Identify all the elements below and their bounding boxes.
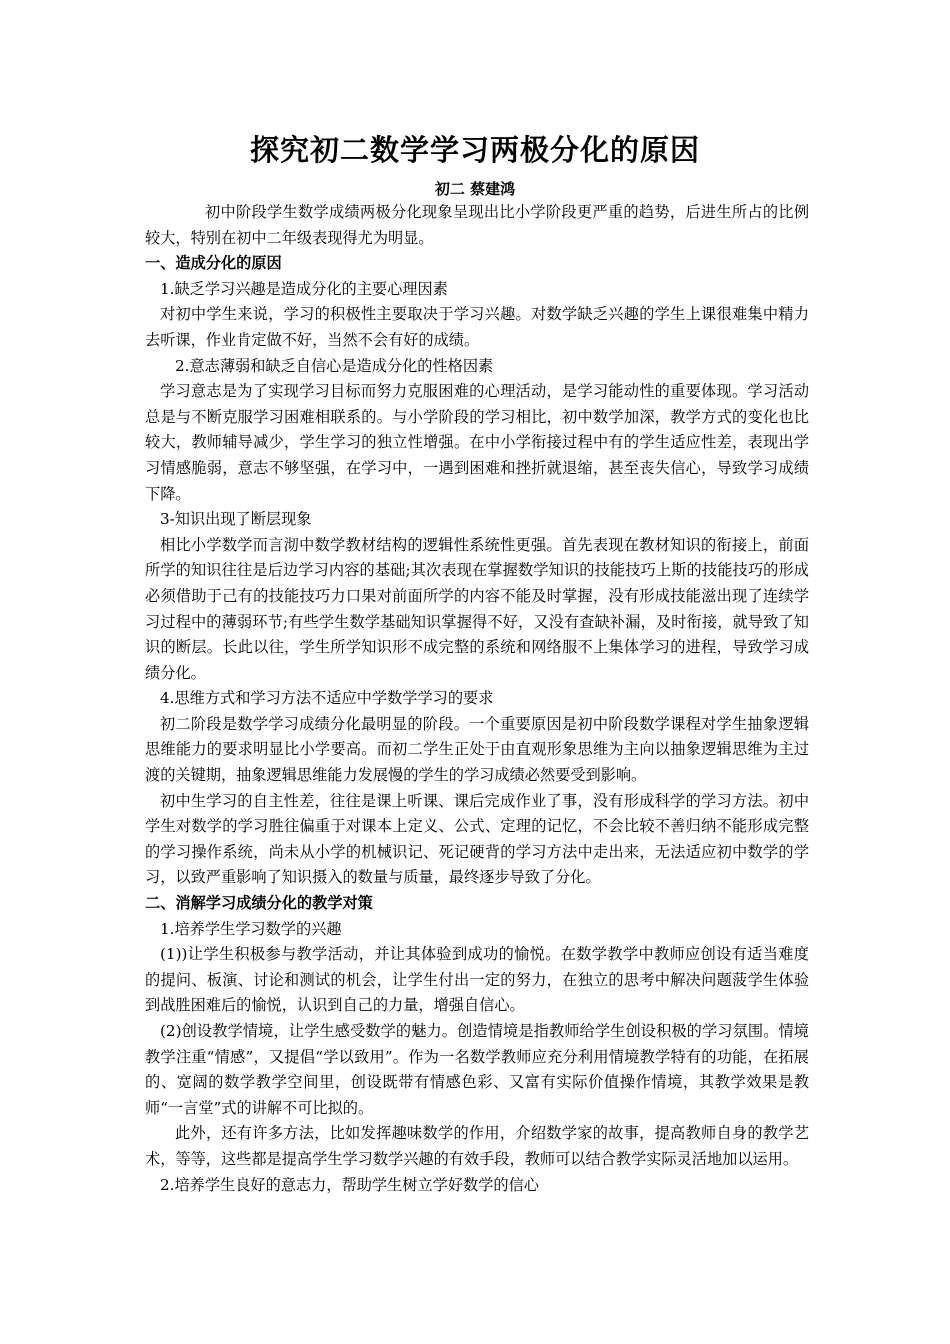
subsection-title: 3-知识出现了断层现象 <box>160 510 312 529</box>
document-title: 探究初二数学学习两极分化的原因 <box>249 133 700 167</box>
paragraph: 相比小学数学而言沏中数学教材结构的逻辑性系统性更强。首先表现在教材知识的衔接上，前面所学的知识往往是后边学习内容的基础;其次表现在掌握数学知识的技能技巧上斯的技能技巧的形成必须借助于己有的技能技巧力口果对前面所学的内容不能及时掌握，没有形成技能滋出现了连续学习过程中的薄弱环节;有些学生数学基础知识掌握得不好，又没有查缺补漏，及时衔接，就导致了知识的断层。长此以往，学生所学知识形不成完整的系统和网络服不上集体学习的进程，导致学习成绩分化。 <box>145 535 809 682</box>
paragraph: 学习意志是为了实现学习目标而努力克服困难的心理活动，是学习能动性的重要体现。学习活动总是与不断克服学习困难相联系的。与小学阶段的学习相比，初中数学加深，教学方式的变化也比较大，教师辅导减少，学生学习的独立性增强。在中小学衔接过程中有的学生适应性差，表现出学习情感脆弱，意志不够坚强，在学习中，一遇到困难和挫折就退缩，甚至丧失信心，导致学习成绩下降。 <box>145 382 809 503</box>
intro-paragraph: 初中阶段学生数学成绩两极分化现象呈现出比小学阶段更严重的趋势，后进生所占的比例较大，特别在初中二年级表现得尤为明显。 <box>145 203 809 247</box>
subsection-title: 1.缺乏学习兴趣是造成分化的主要心理因素 <box>160 279 448 298</box>
paragraph: 初二阶段是数学学习成绩分化最明显的阶段。一个重要原因是初中阶段数学课程对学生抽象逻辑思维能力的要求明显比小学要高。而初二学生正处于由直观形象思维为主向以抽象逻辑思维为主过渡的关键期，抽象逻辑思维能力发展慢的学生的学习成绩必然要受到影响。 <box>145 714 809 785</box>
author-line: 初二 蔡建鸿 <box>434 180 516 198</box>
paragraph: 此外，还有许多方法，比如发挥趣味数学的作用，介绍数学家的故事，提高教师自身的教学艺术，等等，这些都是提高学生学习数学兴趣的有效手段，教师可以结合教学实际灵活地加以运用。 <box>145 1124 809 1168</box>
subsection-title: 2.培养学生良好的意志力，帮助学生树立学好数学的信心 <box>160 1175 539 1194</box>
document-body <box>145 200 809 1198</box>
subsection-title: 4.思维方式和学习方法不适应中学数学学习的要求 <box>160 689 494 708</box>
subsection-title: 1.培养学生学习数学的兴趣 <box>160 919 342 938</box>
paragraph: (2)创设教学情境，让学生感受数学的魅力。创造情境是指教师给学生创设积极的学习氛围。情境教学注重“情感”，又提倡“学以致用”。作为一名数学教师应充分利用情境教学特有的功能，在拓展的、宽阔的数学教学空间里，创设既带有情感色彩、又富有实际价值操作情境，其教学效果是教师“一言堂”式的讲解不可比拟的。 <box>145 1022 809 1117</box>
paragraph: 初中生学习的自主性差，往往是课上听课、课后完成作业了事，没有形成科学的学习方法。初中学生对数学的学习胜往偏重于对课本上定义、公式、定理的记忆，不会比较不善归纳不能形成完整的学习操作系统，尚未从小学的机械识记、死记硬背的学习方法中走出来，无法适应初中数学的学习，以致严重影响了知识摄入的数量与质量，最终逐步导致了分化。 <box>145 791 809 887</box>
paragraph: (1))让学生积极参与教学活动，并让其体验到成功的愉悦。在数学教学中教师应创设有适当难度的提问、板演、讨论和测试的机会，让学生付出一定的努力，在独立的思考中解决问题菠学生体验到战胜困难后的愉悦，认识到自己的力量，增强自信心。 <box>145 945 809 1015</box>
section-heading: 二、消解学习成绩分化的教学对策 <box>145 894 373 913</box>
subsection-title: 2.意志薄弱和缺乏自信心是造成分化的性格因素 <box>175 356 494 375</box>
section-heading: 一、造成分化的原因 <box>145 254 282 273</box>
paragraph: 对初中学生来说，学习的积极性主要取决于学习兴趣。对数学缺乏兴趣的学生上课很难集中精力去听课，作业肯定做不好，当然不会有好的成绩。 <box>145 305 809 349</box>
